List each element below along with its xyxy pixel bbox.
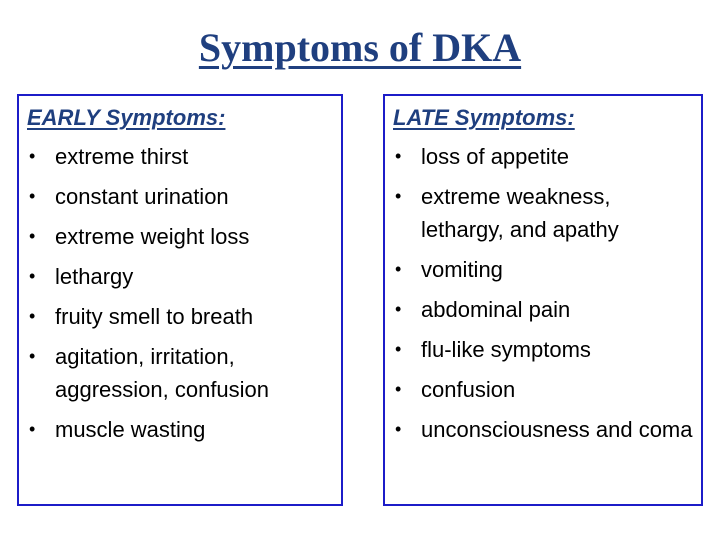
early-symptoms-panel: [17, 94, 343, 506]
late-symptoms-list: [393, 140, 695, 453]
bullet-dot-icon: •: [29, 146, 36, 166]
bullet-dot-icon: •: [29, 186, 36, 206]
list-item: [393, 140, 695, 173]
bullet-dot-icon: •: [29, 226, 36, 246]
bullet-dot-icon: •: [29, 306, 36, 326]
list-item-text: flu-like symptoms: [421, 337, 591, 362]
early-symptoms-list: [27, 140, 335, 453]
list-item-text: unconsciousness and coma: [421, 417, 693, 442]
list-item: [393, 373, 695, 406]
early-symptoms-heading: EARLY Symptoms:: [27, 105, 226, 130]
list-item-text: vomiting: [421, 257, 503, 282]
list-item: [27, 300, 335, 333]
list-item-text: fruity smell to breath: [55, 304, 254, 329]
list-item: [27, 340, 335, 406]
bullet-dot-icon: •: [29, 419, 36, 439]
list-item: [393, 413, 695, 446]
bullet-dot-icon: •: [29, 266, 36, 286]
list-item: [393, 180, 695, 246]
bullet-dot-icon: •: [395, 299, 402, 319]
bullet-dot-icon: •: [29, 346, 36, 366]
page-title: [0, 24, 720, 72]
list-item: [27, 260, 335, 293]
list-item: [393, 293, 695, 326]
page-title-text: Symptoms of DKA: [198, 25, 522, 70]
list-item: [393, 333, 695, 366]
bullet-dot-icon: •: [395, 339, 402, 359]
bullet-dot-icon: •: [395, 419, 402, 439]
bullet-dot-icon: •: [395, 379, 402, 399]
list-item: [27, 413, 335, 446]
list-item: [27, 220, 335, 253]
list-item-text: extreme thirst: [55, 144, 189, 169]
bullet-dot-icon: •: [395, 146, 402, 166]
list-item-text: lethargy: [55, 264, 134, 289]
list-item-text: constant urination: [55, 184, 229, 209]
list-item-text: extreme weight loss: [55, 224, 250, 249]
late-symptoms-heading: LATE Symptoms:: [393, 105, 575, 130]
list-item-text: abdominal pain: [421, 297, 571, 322]
list-item: [27, 180, 335, 213]
list-item-text: extreme weakness, lethargy, and apathy: [421, 184, 619, 242]
list-item: [27, 140, 335, 173]
list-item-text: muscle wasting: [55, 417, 206, 442]
late-symptoms-panel: [383, 94, 703, 506]
list-item-text: loss of appetite: [421, 144, 569, 169]
list-item-text: confusion: [421, 377, 516, 402]
bullet-dot-icon: •: [395, 186, 402, 206]
list-item-text: agitation, irritation, aggression, confusion: [55, 344, 270, 402]
bullet-dot-icon: •: [395, 259, 402, 279]
list-item: [393, 253, 695, 286]
